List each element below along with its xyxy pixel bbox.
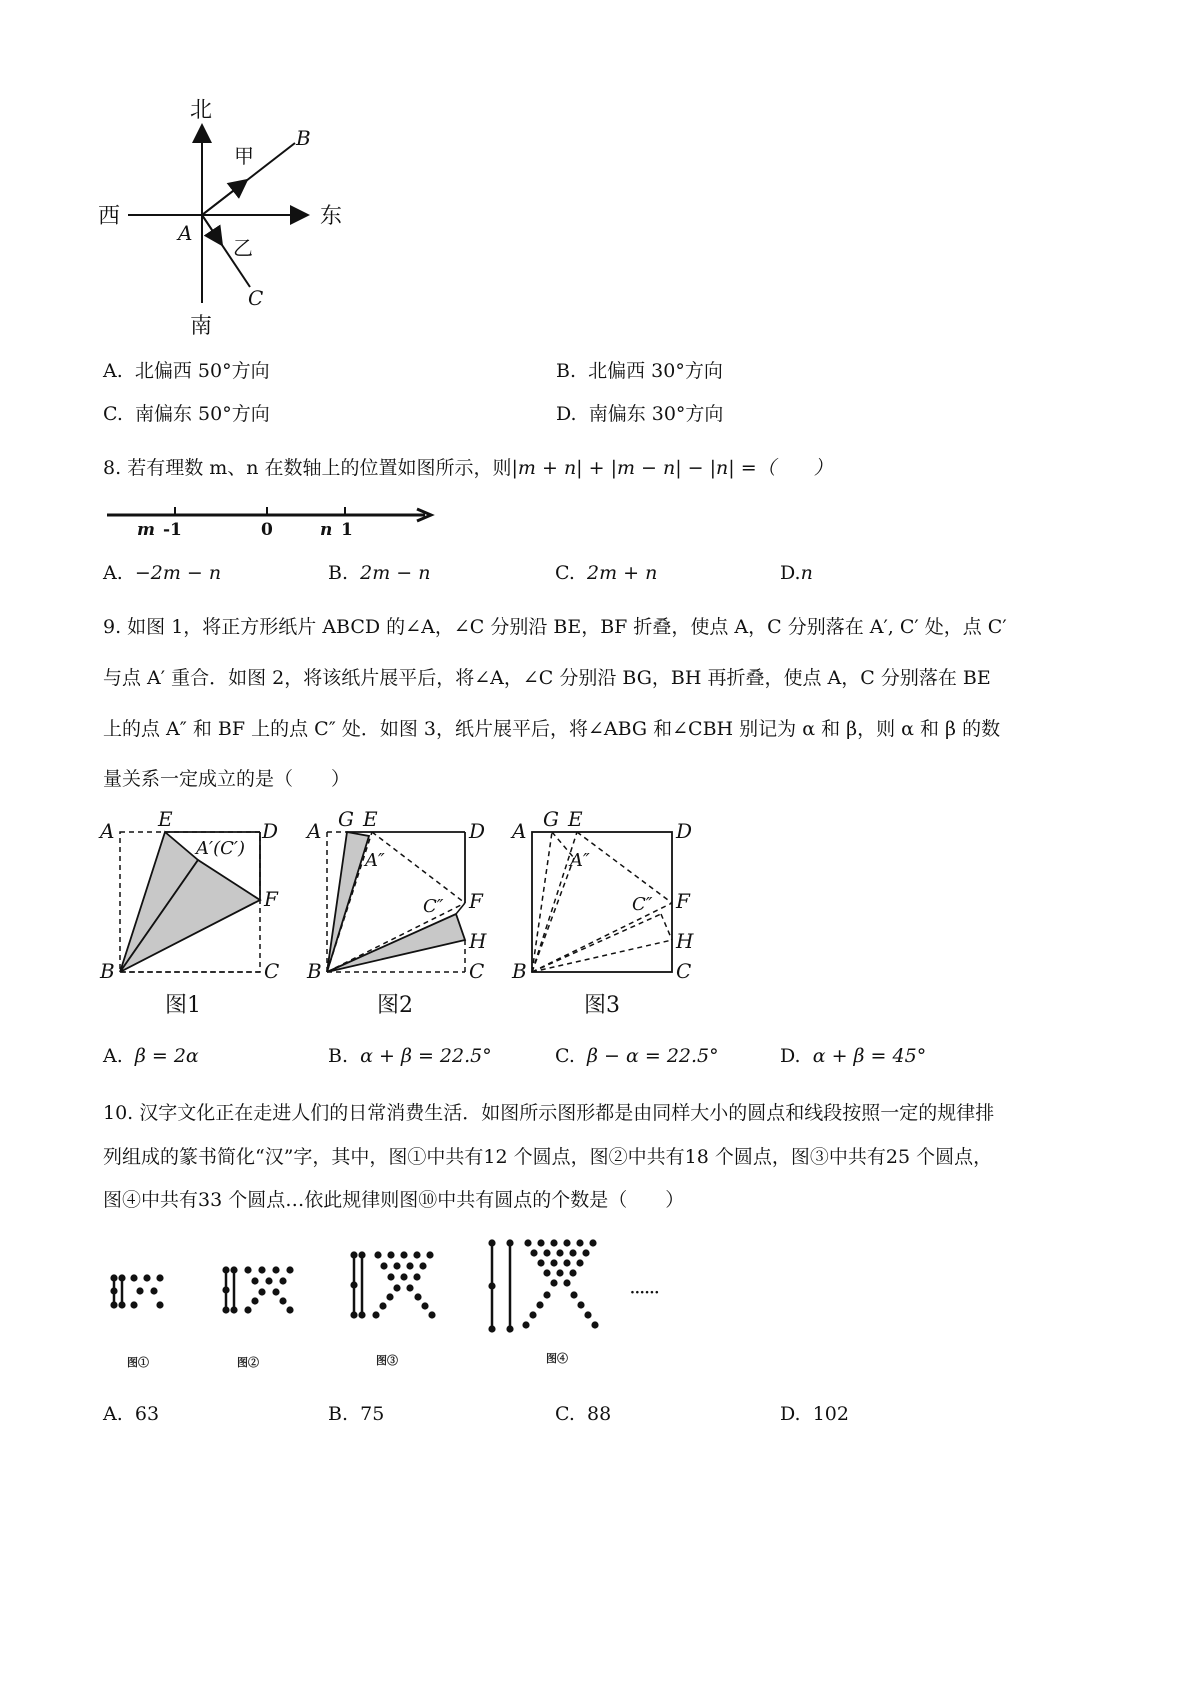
- pattern-caption-3: 图③: [376, 1354, 398, 1367]
- pattern-ellipsis: ······: [630, 1285, 660, 1301]
- pattern-figure-4: [488, 1239, 598, 1332]
- q9-line-4: 量关系一定成立的是（ ）: [103, 768, 351, 790]
- q10-line-3: 图④中共有33 个圆点…依此规律则图⑩中共有圆点的个数是（ ）: [103, 1189, 685, 1211]
- south-label: 南: [190, 314, 213, 339]
- fig3-label-g: G: [543, 808, 559, 831]
- fig3-label-e: E: [568, 808, 583, 831]
- q7-option-b[interactable]: B. 北偏西 30°方向: [556, 360, 723, 382]
- pattern-figure-2: [222, 1266, 293, 1313]
- axis-label-one: 1: [341, 520, 353, 540]
- fig2-label-c: C: [469, 959, 485, 983]
- axis-label-neg1: -1: [163, 520, 182, 540]
- yi-label: 乙: [233, 236, 253, 260]
- q7-option-d[interactable]: D. 南偏东 30°方向: [556, 403, 724, 425]
- q9-line-3: 上的点 A″ 和 BF 上的点 C″ 处．如图 3，纸片展平后，将∠ABG 和∠CBH 别记为 α 和 β，则 α 和 β 的数: [103, 718, 1001, 740]
- fig3-label-a: A: [512, 819, 527, 843]
- fig1-label-c: C: [264, 959, 280, 983]
- pattern-figure-3: [350, 1251, 435, 1318]
- q7-option-a[interactable]: A. 北偏西 50°方向: [103, 360, 270, 382]
- pattern-caption-1: 图①: [127, 1356, 149, 1369]
- q10-line-1: 10. 汉字文化正在走进人们的日常消费生活．如图所示图形都是由同样大小的圆点和线段按照一定的规律排: [103, 1102, 995, 1124]
- fig3-label-c2: C″: [632, 894, 653, 915]
- fig2-label-f: F: [469, 889, 483, 913]
- fig2-label-a: A: [307, 819, 322, 843]
- q9-line-1: 9. 如图 1，将正方形纸片 ABCD 的∠A，∠C 分别沿 BE，BF 折叠，使点 A，C 分别落在 A′, C′ 处，点 C′: [103, 616, 1007, 638]
- fig3-label-d: D: [676, 819, 693, 843]
- q9-option-a[interactable]: A. β = 2α: [103, 1045, 199, 1067]
- q8-option-a[interactable]: A. −2m − n: [103, 562, 222, 584]
- q10-option-a[interactable]: A. 63: [103, 1403, 160, 1425]
- q9-option-d[interactable]: D. α + β = 45°: [780, 1045, 927, 1067]
- q10-line-2: 列组成的篆书简化“汉”字，其中，图①中共有12 个圆点，图②中共有18 个圆点，图③中共有25 个圆点，: [103, 1146, 993, 1168]
- q9-line-2: 与点 A′ 重合．如图 2，将该纸片展平后，将∠A，∠C 分别沿 BG，BH 再折叠，使点 A，C 分别落在 BE: [103, 667, 991, 689]
- q8-stem: 8. 若有理数 m、n 在数轴上的位置如图所示，则|m + n| + |m − n| − |n| =（ ）: [103, 457, 833, 479]
- pattern-figure-1: [110, 1274, 163, 1308]
- fig2-label-h: H: [469, 929, 487, 953]
- jia-label: 甲: [234, 144, 254, 168]
- fig2-label-g: G: [338, 808, 354, 831]
- pattern-caption-4: 图④: [546, 1352, 568, 1365]
- q10-option-d[interactable]: D. 102: [780, 1403, 849, 1425]
- fig1-label-e: E: [158, 808, 173, 831]
- q10-option-c[interactable]: C. 88: [555, 1403, 612, 1425]
- pattern-caption-2: 图②: [237, 1356, 259, 1369]
- q8-option-c[interactable]: C. 2m + n: [555, 562, 658, 584]
- q9-figure-3: [510, 808, 700, 983]
- fig3-caption: 图3: [584, 993, 620, 1018]
- compass-diagram: [90, 95, 360, 345]
- q9-figure-2: [305, 808, 495, 983]
- axis-label-n: n: [320, 520, 333, 540]
- fig2-label-d: D: [469, 819, 486, 843]
- east-label: 东: [320, 204, 343, 229]
- fig1-caption: 图1: [165, 993, 201, 1018]
- west-label: 西: [98, 204, 121, 229]
- fig3-label-c: C: [676, 959, 692, 983]
- fig1-label-b: B: [100, 959, 115, 983]
- number-line: [105, 500, 435, 542]
- fig3-label-a2: A″: [570, 850, 590, 871]
- fig2-label-e: E: [363, 808, 378, 831]
- point-a-label: A: [178, 221, 193, 245]
- fig3-label-h: H: [676, 929, 694, 953]
- fig1-label-f: F: [264, 887, 278, 911]
- q7-option-c[interactable]: C. 南偏东 50°方向: [103, 403, 270, 425]
- fig3-label-f: F: [676, 889, 690, 913]
- fig2-label-c2: C″: [423, 896, 444, 917]
- q9-option-b[interactable]: B. α + β = 22.5°: [328, 1045, 492, 1067]
- q9-figure-1: [98, 808, 288, 983]
- q8-option-b[interactable]: B. 2m − n: [328, 562, 431, 584]
- north-label: 北: [190, 98, 213, 123]
- fig3-label-b: B: [512, 959, 527, 983]
- q10-pattern-figures: [100, 1225, 700, 1350]
- axis-label-zero: 0: [261, 520, 273, 540]
- fig1-label-d: D: [262, 819, 279, 843]
- q10-option-b[interactable]: B. 75: [328, 1403, 385, 1425]
- fig2-caption: 图2: [377, 993, 413, 1018]
- q8-option-d[interactable]: D.n: [780, 562, 813, 584]
- fig1-label-a: A: [100, 819, 115, 843]
- point-b-label: B: [296, 126, 311, 150]
- fig2-label-b: B: [307, 959, 322, 983]
- q9-option-c[interactable]: C. β − α = 22.5°: [555, 1045, 719, 1067]
- fig1-label-a1: A′(C′): [196, 838, 245, 859]
- fig2-label-a2: A″: [365, 850, 385, 871]
- point-c-label: C: [248, 286, 264, 310]
- axis-label-m: m: [137, 520, 155, 540]
